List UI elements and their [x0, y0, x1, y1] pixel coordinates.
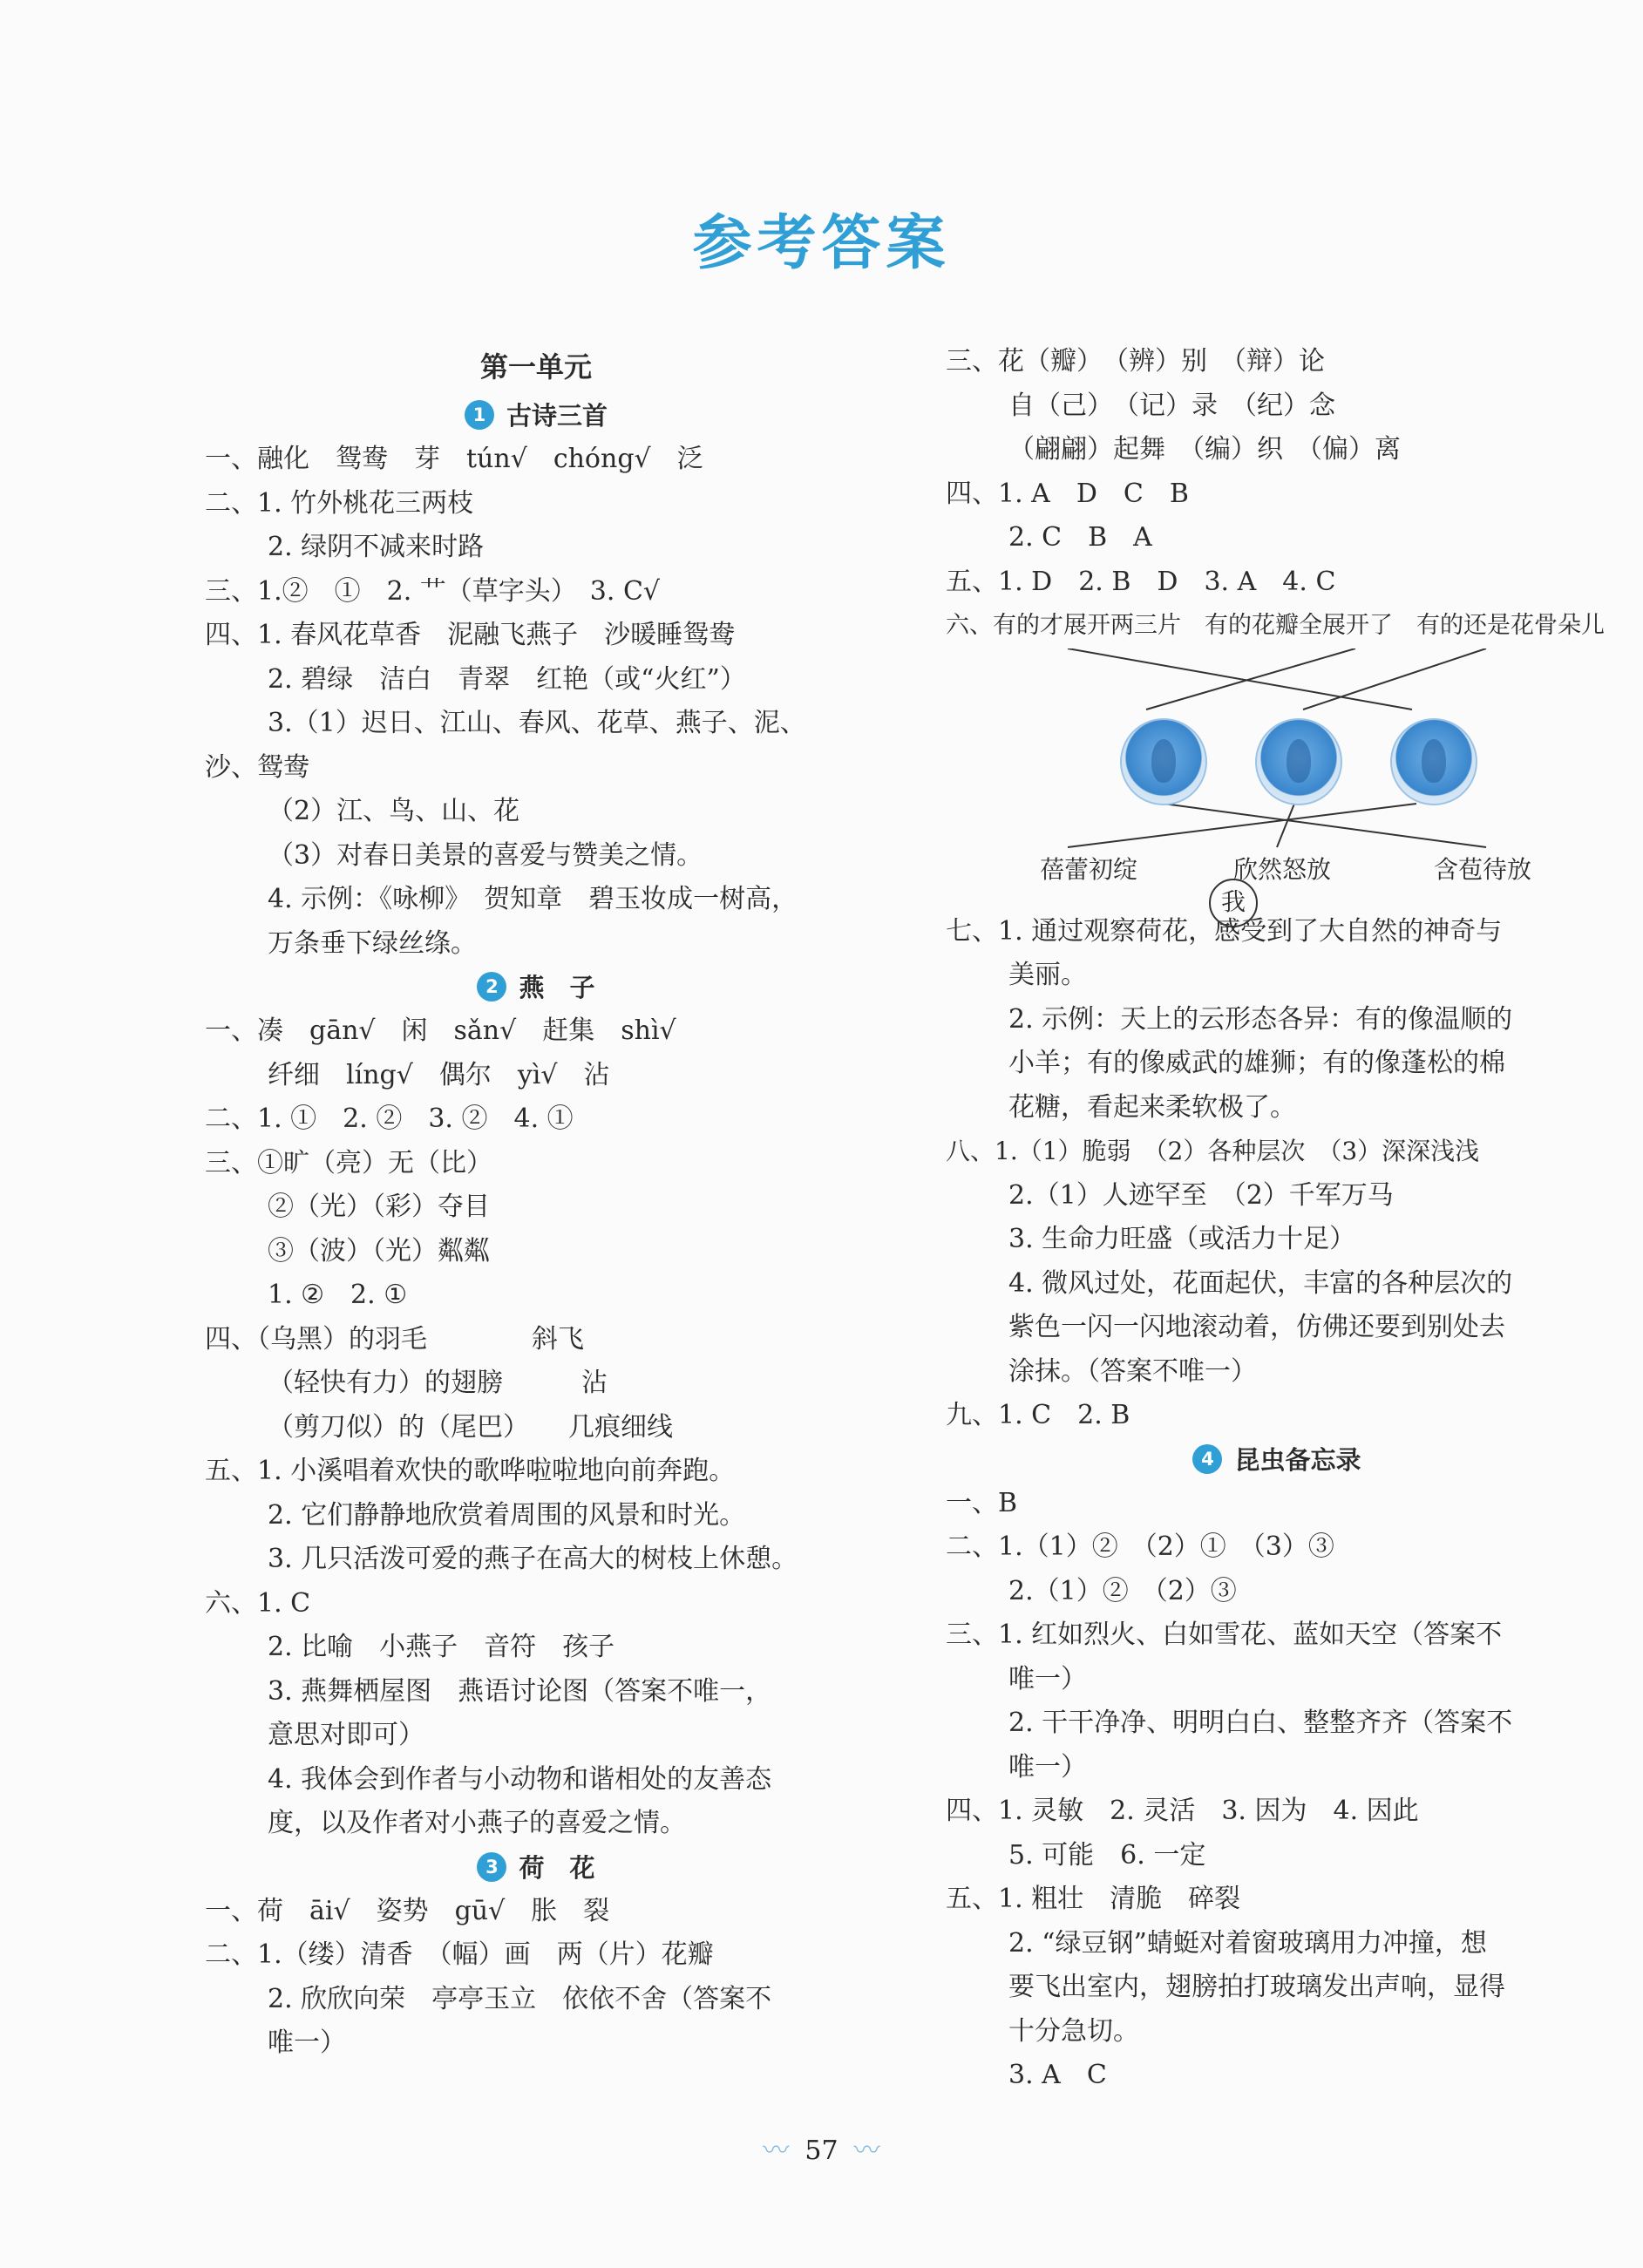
answer-line: 2. 它们静静地欣赏着周围的风景和时光。 — [268, 1499, 746, 1531]
page-footer — [0, 2129, 1643, 2167]
section-title-1 — [205, 394, 867, 438]
answer-line: 四、1. A D C B — [946, 478, 1189, 509]
answer-line: 三、花（瓣） （辨）别 （辩）论 — [946, 346, 1325, 377]
answer-line: 2. 绿阴不减来时路 — [268, 532, 485, 562]
section-title-3 — [205, 1846, 867, 1890]
page-number: 57 — [805, 2136, 838, 2166]
answer-line: 六、1. C — [205, 1587, 311, 1619]
open-flower-icon — [1390, 718, 1477, 805]
answer-line: 四、1. 春风花草香 泥融飞燕子 沙暖睡鸳鸯 — [205, 620, 736, 650]
diagram-label: 蓓蕾初绽 — [1040, 854, 1138, 884]
matching-diagram — [946, 648, 1608, 910]
answer-line: （剪刀似）的（尾巴） 几痕细线 — [268, 1411, 673, 1443]
answer-line: 度，以及作者对小燕子的喜爱之情。 — [268, 1808, 686, 1838]
answer-line: 一、融化 鸳鸯 芽 tún√ chóng√ 泛 — [205, 444, 703, 474]
right-column — [946, 340, 1608, 2098]
answer-line: 紫色一闪一闪地滚动着，仿佛还要到别处去 — [1008, 1312, 1505, 1342]
answer-line: 万条垂下绿丝绦。 — [268, 927, 477, 959]
answer-line: 3. 几只活泼可爱的燕子在高大的树枝上休憩。 — [268, 1544, 798, 1574]
section-title-text: 古诗三首 — [506, 401, 608, 431]
answer-line: 4. 我体会到作者与小动物和谐相处的友善态 — [268, 1763, 772, 1795]
answer-line: 2. 欣欣向荣 亭亭玉立 依依不舍（答案不 — [268, 1983, 772, 2014]
answer-line: 二、1.（1）② （2）① （3）③ — [946, 1531, 1334, 1562]
answer-line: 小羊；有的像威武的雄狮；有的像蓬松的棉 — [1008, 1048, 1505, 1078]
answer-line: 美丽。 — [1008, 960, 1087, 990]
answer-line: 1. ② 2. ① — [268, 1280, 408, 1310]
match-line — [1146, 648, 1355, 710]
section-number-badge: 4 — [1192, 1444, 1222, 1474]
answer-line: 八、1.（1）脆弱 （2）各种层次 （3）深深浅浅 — [946, 1137, 1480, 1165]
diagram-label: 含苞待放 — [1434, 854, 1532, 884]
section-title-text: 昆虫备忘录 — [1234, 1444, 1361, 1475]
match-line — [1068, 804, 1416, 847]
answer-line: 十分急切。 — [1008, 2015, 1139, 2047]
section-title-text: 荷 花 — [519, 1852, 595, 1883]
answer-line: 二、1.（缕）清香 （幅）画 两（片）花瓣 — [205, 1939, 714, 1970]
diagram-label: 欣然怒放 — [1233, 854, 1332, 884]
answer-line: 一、B — [946, 1487, 1018, 1518]
section-3-continued — [946, 886, 1608, 954]
answer-line: 二、1. ① 2. ② 3. ② 4. ① — [205, 1103, 574, 1134]
ornament-right-icon: 〰 — [853, 2136, 880, 2166]
match-line — [1164, 804, 1486, 847]
answer-line: 2. 示例：天上的云形态各异：有的像温顺的 — [1008, 1003, 1513, 1035]
answer-line: 3.（1）迟日、江山、春风、花草、燕子、泥、 — [268, 708, 806, 738]
match-line — [1068, 648, 1412, 710]
answer-line: 唯一） — [268, 2027, 346, 2058]
answer-line: （2）江、鸟、山、花 — [268, 796, 520, 826]
ornament-left-icon: 〰 — [763, 2136, 790, 2166]
answer-line: 沙、鸳鸯 — [205, 751, 309, 783]
answer-line: 2. “绿豆钢”蜻蜓对着窗玻璃用力冲撞，想 — [1008, 1927, 1487, 1959]
section-number-badge: 1 — [465, 400, 494, 430]
answer-line: 五、1. 粗壮 清脆 碎裂 — [946, 1884, 1241, 1914]
answer-line: 2. 碧绿 洁白 青翠 红艳（或“火红”） — [268, 663, 746, 695]
answer-line: 要飞出室内，翅膀拍打玻璃发出声响，显得 — [1008, 1972, 1505, 2002]
answer-line: 唯一） — [1008, 1663, 1087, 1694]
section-title-4 — [946, 1438, 1608, 1482]
answer-line: 五、1. D 2. B D 3. A 4. C — [946, 566, 1336, 597]
match-line — [1277, 804, 1294, 847]
answer-line: ③（波）（光）粼粼 — [268, 1235, 490, 1266]
answer-line: 自（己） （记）录 （纪）念 — [1008, 390, 1335, 421]
section-title-text: 燕 子 — [519, 973, 595, 1002]
answer-line: 2.（1）人迹罕至 （2）千军万马 — [1008, 1179, 1394, 1211]
bloom-flower-icon — [1255, 718, 1342, 805]
unit-title: 第一单元 — [479, 350, 592, 384]
answer-line: 三、①旷（亮）无（比） — [205, 1147, 492, 1178]
match-line — [1303, 648, 1486, 710]
answer-line: 5. 可能 6. 一定 — [1008, 1839, 1206, 1871]
left-column — [205, 340, 867, 2066]
answer-line: 一、荷 āi√ 姿势 gū√ 胀 裂 — [205, 1895, 610, 1926]
answer-line: 一、凑 gān√ 闲 sǎn√ 赶集 shì√ — [205, 1015, 676, 1046]
answer-line: 花糖，看起来柔软极了。 — [1008, 1091, 1296, 1123]
answer-line: 2. 比喻 小燕子 音符 孩子 — [268, 1632, 615, 1662]
answer-line: 3. 生命力旺盛（或活力十足） — [1008, 1224, 1356, 1254]
answer-line: 3. A C — [1008, 2060, 1107, 2090]
answer-line: 九、1. C 2. B — [946, 1400, 1130, 1430]
correction-mark: 我 — [1209, 879, 1258, 927]
answer-line: 2. C B A — [1008, 522, 1152, 553]
answer-line: ②（光）（彩）夺目 — [268, 1192, 490, 1222]
answer-line: 七、1. 通过观察荷花，感受到了大自然的神奇与 — [946, 915, 1503, 947]
answer-line: （翩翩）起舞 （编）织 （偏）离 — [1008, 434, 1401, 465]
answer-line: 涂抹。（答案不唯一） — [1008, 1355, 1257, 1387]
answer-line: （3）对春日美景的喜爱与赞美之情。 — [268, 839, 703, 871]
answer-line: 六、有的才展开两三片 有的花瓣全展开了 有的还是花骨朵儿 — [946, 612, 1605, 639]
section-number-badge: 2 — [477, 972, 506, 1002]
answer-line: 二、1. 竹外桃花三两枝 — [205, 487, 474, 519]
answer-line: 三、1. 红如烈火、白如雪花、蓝如天空（答案不 — [946, 1620, 1503, 1650]
answer-line: 唯一） — [1008, 1751, 1087, 1782]
answer-line: 三、1.② ① 2. 艹（草字头） 3. C√ — [205, 575, 661, 607]
answer-line: （轻快有力）的翅膀 沾 — [268, 1368, 608, 1398]
answer-line: 五、1. 小溪唱着欢快的歌哗啦啦地向前奔跑。 — [205, 1456, 736, 1486]
answer-line: 纤细 líng√ 偶尔 yì√ 沾 — [268, 1059, 610, 1090]
answer-line: 意思对即可） — [268, 1720, 424, 1750]
answer-line: 四、1. 灵敏 2. 灵活 3. 因为 4. 因此 — [946, 1796, 1419, 1826]
section-title-2 — [205, 966, 867, 1009]
answer-line: 3. 燕舞栖屋图 燕语讨论图（答案不唯一， — [268, 1675, 772, 1707]
answer-line: 2.（1）② （2）③ — [1008, 1575, 1237, 1606]
answer-line: 四、（乌黑）的羽毛 斜飞 — [205, 1323, 584, 1355]
answer-line: 4. 示例：《咏柳》 贺知章 碧玉妆成一树高， — [268, 884, 798, 914]
section-number-badge: 3 — [477, 1852, 506, 1882]
answer-line: 4. 微风过处，花面起伏，丰富的各种层次的 — [1008, 1267, 1513, 1299]
answer-line: 2. 干干净净、明明白白、整整齐齐（答案不 — [1008, 1708, 1513, 1738]
page-title: 参考答案 — [692, 209, 951, 278]
bud-flower-icon — [1120, 718, 1207, 805]
